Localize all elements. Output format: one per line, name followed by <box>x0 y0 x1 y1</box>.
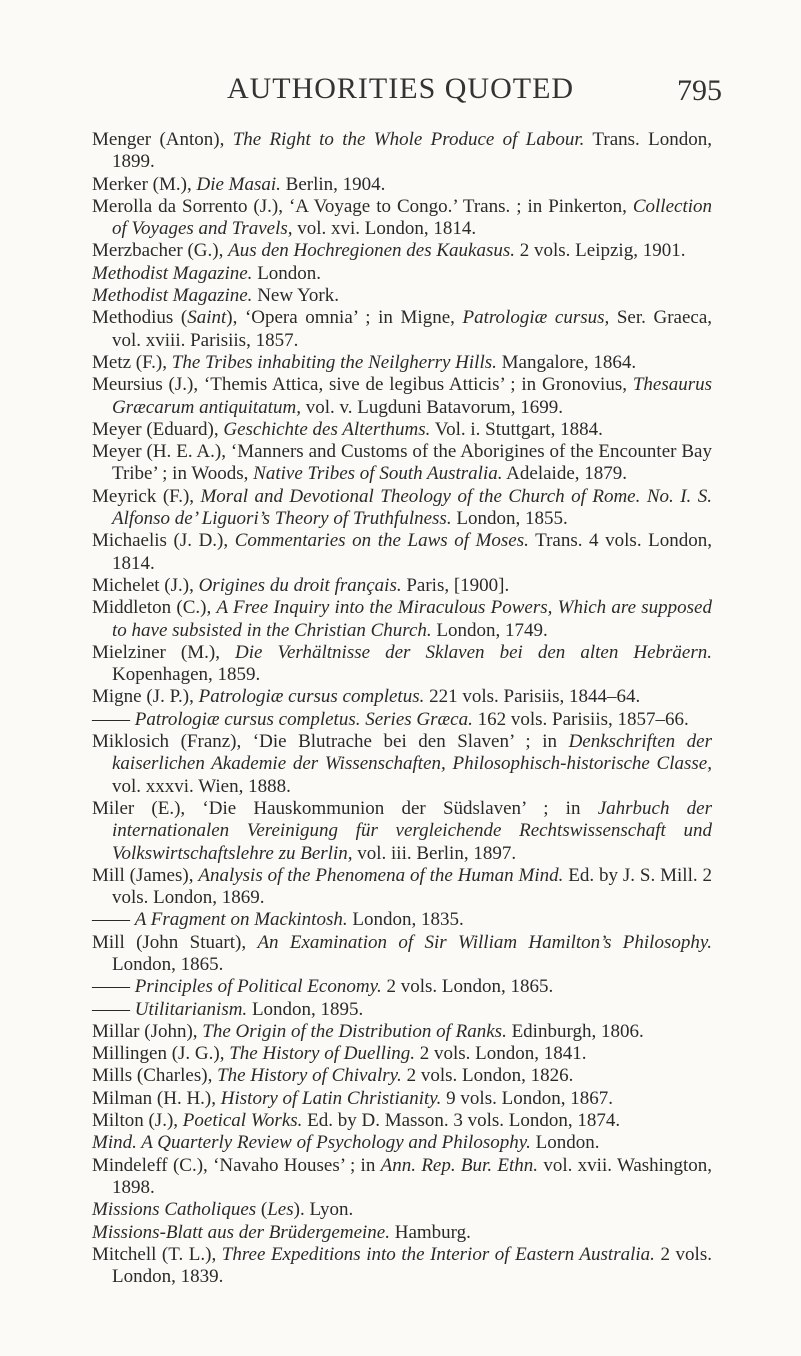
entry-text: Ed. by J. S. Mill. 2 vols. London, 1869. <box>112 864 712 909</box>
bibliography-entry <box>92 240 712 262</box>
bibliography-entry <box>92 174 712 196</box>
entry-text: Ed. by D. Masson. 3 vols. London, 1874. <box>302 1110 621 1132</box>
entry-text: Meyrick (F.), <box>92 485 201 507</box>
entry-italic-text: Collection of Voyages and Travels, <box>112 195 712 240</box>
entry-italic-text: Utilitarianism. <box>134 998 248 1020</box>
entry-text: —— <box>92 976 135 998</box>
entry-text: Kopenhagen, 1859. <box>112 664 261 686</box>
entry-text: ( <box>256 1199 268 1221</box>
entry-italic-text: The History of Duelling. <box>229 1043 415 1065</box>
page-header <box>0 70 801 110</box>
entry-italic-text: Commentaries on the Laws of Moses. <box>234 530 529 552</box>
entry-text: Paris, [1900]. <box>401 574 510 596</box>
entry-italic-text: Die Verhältnisse der Sklaven bei den alten Hebräern. <box>235 641 712 663</box>
entry-text: Mindeleff (C.), ‘Navaho Houses’ ; in <box>92 1154 381 1176</box>
bibliography-entry <box>92 865 712 910</box>
bibliography-list <box>92 129 712 1288</box>
bibliography-entry <box>92 1155 712 1200</box>
entry-italic-text: Thesaurus Græcarum antiquitatum, <box>112 374 712 418</box>
bibliography-entry <box>92 1244 712 1289</box>
entry-text: London, 1749. <box>431 619 548 641</box>
bibliography-entry <box>92 686 712 708</box>
entry-text: New York. <box>252 285 340 307</box>
page-number: 795 <box>677 74 722 107</box>
entry-text: Merker (M.), <box>92 173 197 195</box>
bibliography-entry <box>92 798 712 865</box>
bibliography-entry <box>92 441 712 486</box>
entry-text: —— <box>92 708 135 730</box>
entry-italic-text: The Origin of the Distribution of Ranks. <box>202 1020 507 1042</box>
entry-italic-text: Denkschriften der kaiserlichen Akademie der Wissenschaften, Philosophisch-historische Classe, <box>112 731 713 775</box>
entry-text: vol. xxxvi. Wien, 1888. <box>112 775 291 797</box>
entry-text: Middleton (C.), <box>92 597 217 619</box>
bibliography-entry <box>92 1132 712 1154</box>
entry-italic-text: An Examination of Sir William Hamilton’s Philosophy. <box>257 931 712 953</box>
entry-text: London, 1855. <box>451 508 568 530</box>
entry-text: Mill (James), <box>92 864 199 886</box>
entry-italic-text: The Right to the Whole Produce of Labour. <box>232 129 585 150</box>
entry-text: Mielziner (M.), <box>92 641 236 663</box>
bibliography-entry <box>92 419 712 441</box>
bibliography-entry <box>92 642 712 687</box>
bibliography-entry <box>92 709 712 731</box>
entry-text: 2 vols. London, 1826. <box>401 1065 574 1087</box>
entry-text: vol. xvii. Washington, 1898. <box>112 1154 712 1198</box>
entry-italic-text: Analysis of the Phenomena of the Human Mind. <box>198 864 564 886</box>
entry-italic-text: Missions Catholiques <box>92 1199 257 1221</box>
entry-italic-text: The History of Chivalry. <box>217 1065 402 1087</box>
entry-text: Merolla da Sorrento (J.), ‘A Voyage to Congo.’ Trans. ; in Pinkerton, <box>92 195 633 217</box>
bibliography-entry <box>92 1043 712 1065</box>
entry-text: Millar (John), <box>92 1020 203 1042</box>
entry-italic-text: Poetical Works. <box>182 1110 303 1132</box>
entry-text: 221 vols. Parisiis, 1844–64. <box>424 686 641 708</box>
entry-italic-text: Native Tribes of South Australia. <box>253 463 503 485</box>
entry-text: 9 vols. London, 1867. <box>441 1087 613 1109</box>
entry-text: Merzbacher (G.), <box>92 240 229 262</box>
entry-text: Ser. Graeca, vol. xviii. Parisiis, 1857. <box>112 307 713 351</box>
bibliography-entry <box>92 1199 712 1221</box>
entry-italic-text: Aus den Hochregionen des Kaukasus. <box>228 240 515 262</box>
entry-italic-text: Patrologiæ cursus, <box>462 307 610 329</box>
bibliography-entry <box>92 307 712 352</box>
entry-text: Meyer (Eduard), <box>92 418 224 440</box>
entry-text: Berlin, 1904. <box>280 173 386 195</box>
entry-italic-text: Saint <box>187 307 227 329</box>
entry-text: Milton (J.), <box>92 1110 183 1132</box>
entry-text: London. <box>252 262 322 284</box>
entry-italic-text: Principles of Political Economy. <box>134 976 382 998</box>
bibliography-entry <box>92 374 712 419</box>
entry-italic-text: Methodist Magazine. <box>92 262 253 284</box>
entry-text: Hamburg. <box>389 1221 471 1243</box>
bibliography-entry <box>92 129 712 174</box>
entry-text: Trans. 4 vols. London, 1814. <box>112 530 713 574</box>
entry-italic-text: Three Expeditions into the Interior of Eastern Australia. <box>221 1243 655 1265</box>
entry-italic-text: Die Masai. <box>196 173 281 195</box>
bibliography-entry <box>92 976 712 998</box>
bibliography-entry <box>92 530 712 575</box>
bibliography-entry <box>92 263 712 285</box>
entry-text: Milman (H. H.), <box>92 1087 221 1109</box>
entry-text: Migne (J. P.), <box>92 686 199 708</box>
bibliography-entry <box>92 575 712 597</box>
entry-italic-text: Origines du droit français. <box>198 574 402 596</box>
bibliography-entry <box>92 1222 712 1244</box>
running-title: AUTHORITIES QUOTED <box>226 72 575 105</box>
entry-text: Adelaide, 1879. <box>502 463 628 485</box>
bibliography-entry <box>92 486 712 531</box>
entry-text: London, 1835. <box>347 909 464 931</box>
entry-italic-text: Patrologiæ cursus completus. Series Græca. <box>134 708 473 730</box>
bibliography-entry <box>92 597 712 642</box>
entry-text: London, 1895. <box>247 998 364 1020</box>
entry-text: Meyer (H. E. A.), ‘Manners and Customs of the Aborigines of the Encounter Bay Tribe’ ; in Woods, <box>92 441 712 485</box>
entry-text: London, 1865. <box>112 953 224 975</box>
entry-italic-text: Moral and Devotional Theology of the Church of Rome. No. I. S. Alfonso de’ Liguori’s Theory of Truthfulness. <box>112 485 712 530</box>
entry-italic-text: A Free Inquiry into the Miraculous Powers, Which are supposed to have subsisted in the Christian Church. <box>112 597 712 641</box>
entry-text: Miler (E.), ‘Die Hauskommunion der Südslaven’ ; in <box>92 797 598 819</box>
bibliography-entry <box>92 196 712 241</box>
entry-text: Millingen (J. G.), <box>92 1043 230 1065</box>
entry-italic-text: Methodist Magazine. <box>92 285 253 307</box>
bibliography-entry <box>92 731 712 798</box>
entry-text: Trans. London, 1899. <box>112 129 712 173</box>
bibliography-entry <box>92 1065 712 1087</box>
entry-italic-text: Jahrbuch der internationalen Vereinigung für vergleichende Rechtswissenschaft und Volkswirtschaftslehre zu Berlin, <box>112 797 712 864</box>
entry-text: 2 vols. London, 1865. <box>381 976 554 998</box>
entry-italic-text: Geschichte des Alterthums. <box>223 418 431 440</box>
bibliography-entry <box>92 1088 712 1110</box>
entry-text: Methodius ( <box>92 307 188 329</box>
entry-italic-text: A Fragment on Mackintosh. <box>134 909 348 931</box>
entry-text: vol. v. Lugduni Batavorum, 1699. <box>300 396 564 418</box>
entry-text: Miklosich (Franz), ‘Die Blutrache bei den Slaven’ ; in <box>92 731 569 753</box>
entry-text: 2 vols. London, 1841. <box>415 1043 587 1065</box>
entry-text: Edinburgh, 1806. <box>506 1020 644 1042</box>
entry-italic-text: History of Latin Christianity. <box>220 1087 442 1109</box>
entry-text: Michelet (J.), <box>92 574 199 596</box>
bibliography-entry <box>92 909 712 931</box>
entry-text: 162 vols. Parisiis, 1857–66. <box>472 708 689 730</box>
entry-text: Michaelis (J. D.), <box>92 530 235 552</box>
entry-italic-text: The Tribes inhabiting the Neilgherry Hills. <box>171 351 497 373</box>
entry-text: 2 vols. Leipzig, 1901. <box>515 240 686 262</box>
entry-text: Menger (Anton), <box>92 129 233 150</box>
entry-text: Mitchell (T. L.), <box>92 1243 222 1265</box>
entry-text: Meursius (J.), ‘Themis Attica, sive de legibus Atticis’ ; in Gronovius, <box>92 374 633 396</box>
bibliography-entry <box>92 1110 712 1132</box>
entry-text: vol. xvi. London, 1814. <box>292 218 477 240</box>
entry-italic-text: Ann. Rep. Bur. Ethn. <box>380 1154 539 1176</box>
bibliography-entry <box>92 999 712 1021</box>
bibliography-entry <box>92 285 712 307</box>
entry-text: Vol. i. Stuttgart, 1884. <box>430 418 603 440</box>
bibliography-entry <box>92 352 712 374</box>
entry-text: ), ‘Opera omnia’ ; in Migne, <box>226 307 463 329</box>
entry-text: vol. iii. Berlin, 1897. <box>352 842 517 864</box>
entry-italic-text: Mind. A Quarterly Review of Psychology and Philosophy. <box>92 1132 531 1154</box>
entry-text: Metz (F.), <box>92 351 172 373</box>
entry-text: ). Lyon. <box>293 1199 354 1221</box>
entry-italic-text: Patrologiæ cursus completus. <box>198 686 425 708</box>
bibliography-entry <box>92 932 712 977</box>
entry-italic-text: Les <box>267 1199 294 1221</box>
entry-text: London. <box>530 1132 600 1154</box>
entry-italic-text: Missions-Blatt aus der Brüdergemeine. <box>92 1221 390 1243</box>
entry-text: —— <box>92 909 135 931</box>
entry-text: Mills (Charles), <box>92 1065 218 1087</box>
entry-text: 2 vols. London, 1839. <box>112 1243 712 1288</box>
bibliography-entry <box>92 1021 712 1043</box>
entry-text: Mangalore, 1864. <box>496 351 637 373</box>
entry-text: Mill (John Stuart), <box>92 931 258 953</box>
entry-text: —— <box>92 998 135 1020</box>
